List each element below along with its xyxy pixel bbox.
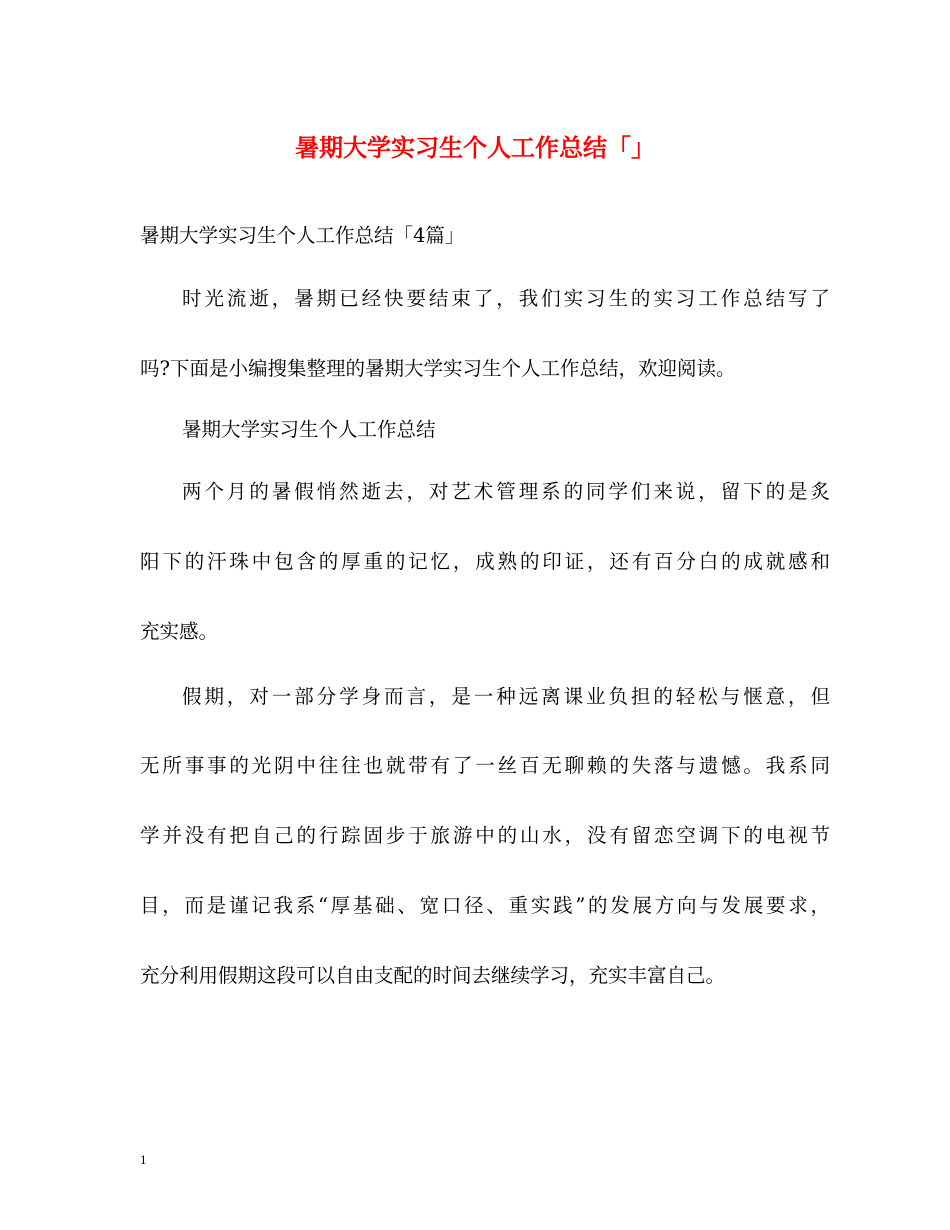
paragraph-1-line-1: 时光流逝，暑期已经快要结束了，我们实习生的实习工作总结写了	[182, 287, 830, 310]
paragraph-1-line-2: 吗?下面是小编搜集整理的暑期大学实习生个人工作总结，欢迎阅读。	[140, 357, 736, 380]
paragraph-2-line-3: 充实感。	[140, 620, 219, 643]
paragraph-3-line-2: 无所事事的光阴中往往也就带有了一丝百无聊赖的失落与遗憾。我系同	[140, 754, 830, 777]
paragraph-3-line-4: 目，而是谨记我系“厚基础、宽口径、重实践”的发展方向与发展要求，	[140, 894, 830, 917]
paragraph-3-line-5: 充分利用假期这段可以自由支配的时间去继续学习，充实丰富自己。	[140, 964, 726, 987]
document-title: 暑期大学实习生个人工作总结「」	[295, 133, 655, 162]
paragraph-3-line-3: 学并没有把自己的行踪固步于旅游中的山水，没有留恋空调下的电视节	[140, 824, 830, 847]
paragraph-2-line-2: 阳下的汗珠中包含的厚重的记忆，成熟的印证，还有百分白的成就感和	[140, 550, 830, 573]
paragraph-2-line-1: 两个月的暑假悄然逝去，对艺术管理系的同学们来说，留下的是炙	[182, 480, 830, 503]
document-subtitle: 暑期大学实习生个人工作总结「4篇」	[140, 224, 465, 247]
section-heading: 暑期大学实习生个人工作总结	[182, 418, 436, 441]
page-number: 1	[140, 1152, 147, 1167]
paragraph-3-line-1: 假期，对一部分学身而言，是一种远离课业负担的轻松与惬意，但	[182, 685, 830, 708]
